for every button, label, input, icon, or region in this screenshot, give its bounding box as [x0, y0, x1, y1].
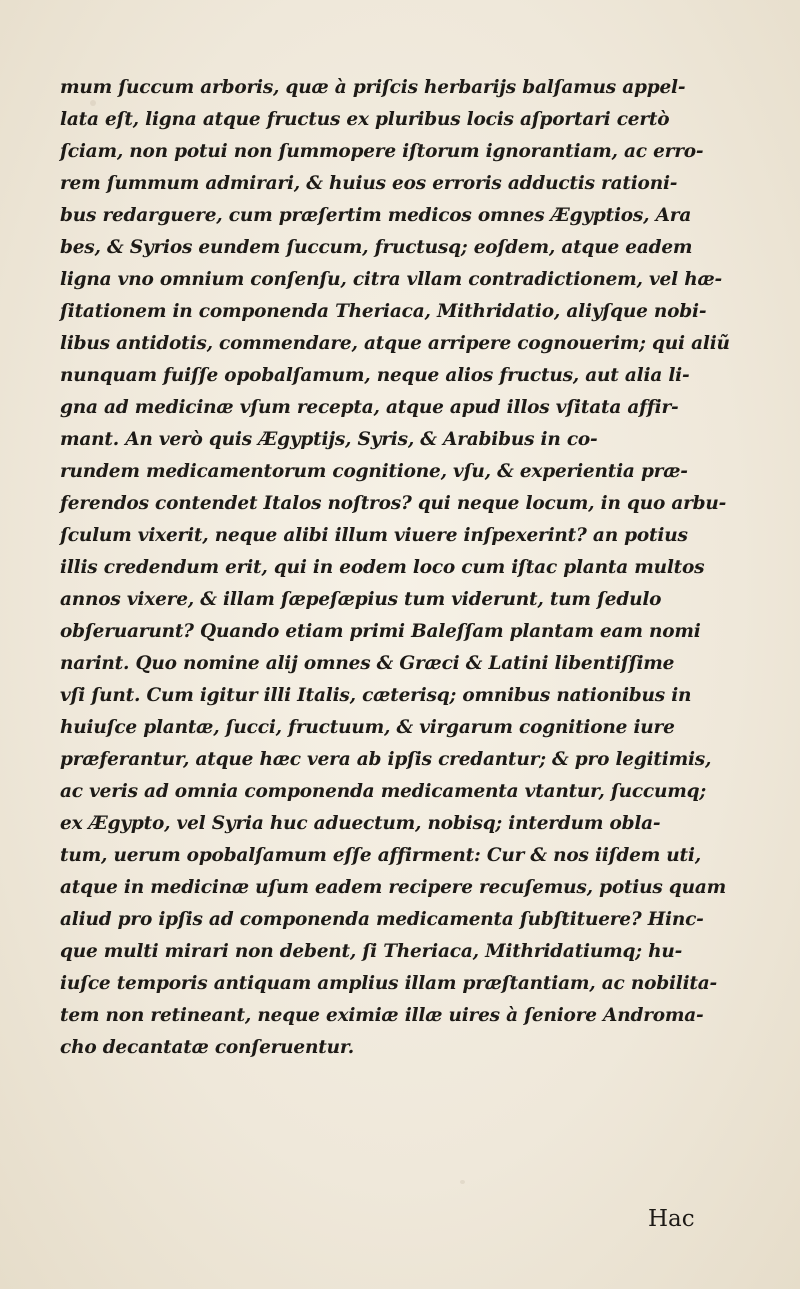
text-line: huiuſce plantæ, ſucci, fructuum, & virgarum cognitione iure	[60, 717, 675, 738]
text-line: nunquam fuiſſe opobalſamum, neque alios fructus, aut alia li-	[60, 365, 690, 386]
text-line: præferantur, atque hæc vera ab ipſis credantur; & pro legitimis,	[60, 749, 712, 770]
text-line: atque in medicinæ uſum eadem recipere recuſemus, potius quam	[60, 877, 726, 898]
text-line: bes, & Syrios eundem ſuccum, fructusq; eoſdem, atque eadem	[60, 237, 693, 258]
text-line: narint. Quo nomine alij omnes & Græci & Latini libentiſſime	[60, 653, 675, 674]
paper-stain	[460, 1180, 465, 1184]
text-line: iuſce temporis antiquam amplius illam præſtantiam, ac nobilita-	[60, 973, 718, 994]
text-line: que multi mirari non debent, ſi Theriaca, Mithridatiumq; hu-	[60, 941, 683, 962]
text-line: illis credendum erit, qui in eodem loco cum iſtac planta multos	[60, 557, 705, 578]
text-line: bus redarguere, cum præſertim medicos omnes Ægyptios, Ara	[60, 205, 692, 226]
text-line: mant. An verò quis Ægyptijs, Syris, & Arabibus in co-	[60, 429, 598, 450]
text-line: lata eſt, ligna atque fructus ex pluribus locis aſportari certò	[60, 109, 670, 130]
text-line: ferendos contendet Italos noſtros? qui neque locum, in quo arbu-	[60, 493, 727, 514]
text-line: rem ſummum admirari, & huius eos erroris adductis rationi-	[60, 173, 678, 194]
text-line: obſeruarunt? Quando etiam primi Baleſſam plantam eam nomi	[60, 621, 701, 642]
text-line: cho decantatæ conſeruentur.	[60, 1037, 354, 1058]
text-line: mum ſuccum arboris, quæ à priſcis herbarijs balſamus appel-	[60, 77, 686, 98]
text-line: ac veris ad omnia componenda medicamenta vtantur, ſuccumq;	[60, 781, 706, 802]
text-line: aliud pro ipſis ad componenda medicamenta ſubſtituere? Hinc-	[60, 909, 704, 930]
text-line: ſciam, non potui non ſummopere iſtorum ignorantiam, ac erro-	[60, 141, 704, 162]
text-line: tum, uerum opobalſamum eſſe affirment: Cur & nos iiſdem uti,	[60, 845, 701, 866]
text-line: ligna vno omnium conſenſu, citra vllam contradictionem, vel hæ-	[60, 269, 722, 290]
latin-text-block	[60, 72, 760, 1064]
text-line: ſitationem in componenda Theriaca, Mithridatio, aliyſque nobi-	[60, 301, 707, 322]
text-line: vſi ſunt. Cum igitur illi Italis, cæterisq; omnibus nationibus in	[60, 685, 692, 706]
text-line: rundem medicamentorum cognitione, vſu, & experientia præ-	[60, 461, 688, 482]
text-line: tem non retineant, neque eximiæ illæ uires à ſeniore Androma-	[60, 1005, 704, 1026]
text-line: libus antidotis, commendare, atque arripere cognouerim; qui aliũ	[60, 333, 730, 354]
text-line: ex Ægypto, vel Syria huc aduectum, nobisq; interdum obla-	[60, 813, 661, 834]
text-line: ſculum vixerit, neque alibi illum viuere inſpexerint? an potius	[60, 525, 688, 546]
text-line: gna ad medicinæ vſum recepta, atque apud illos vſitata affir-	[60, 397, 679, 418]
text-line: annos vixere, & illam ſæpeſæpius tum viderunt, tum ſedulo	[60, 589, 662, 610]
catchword: Hac	[648, 1206, 695, 1232]
